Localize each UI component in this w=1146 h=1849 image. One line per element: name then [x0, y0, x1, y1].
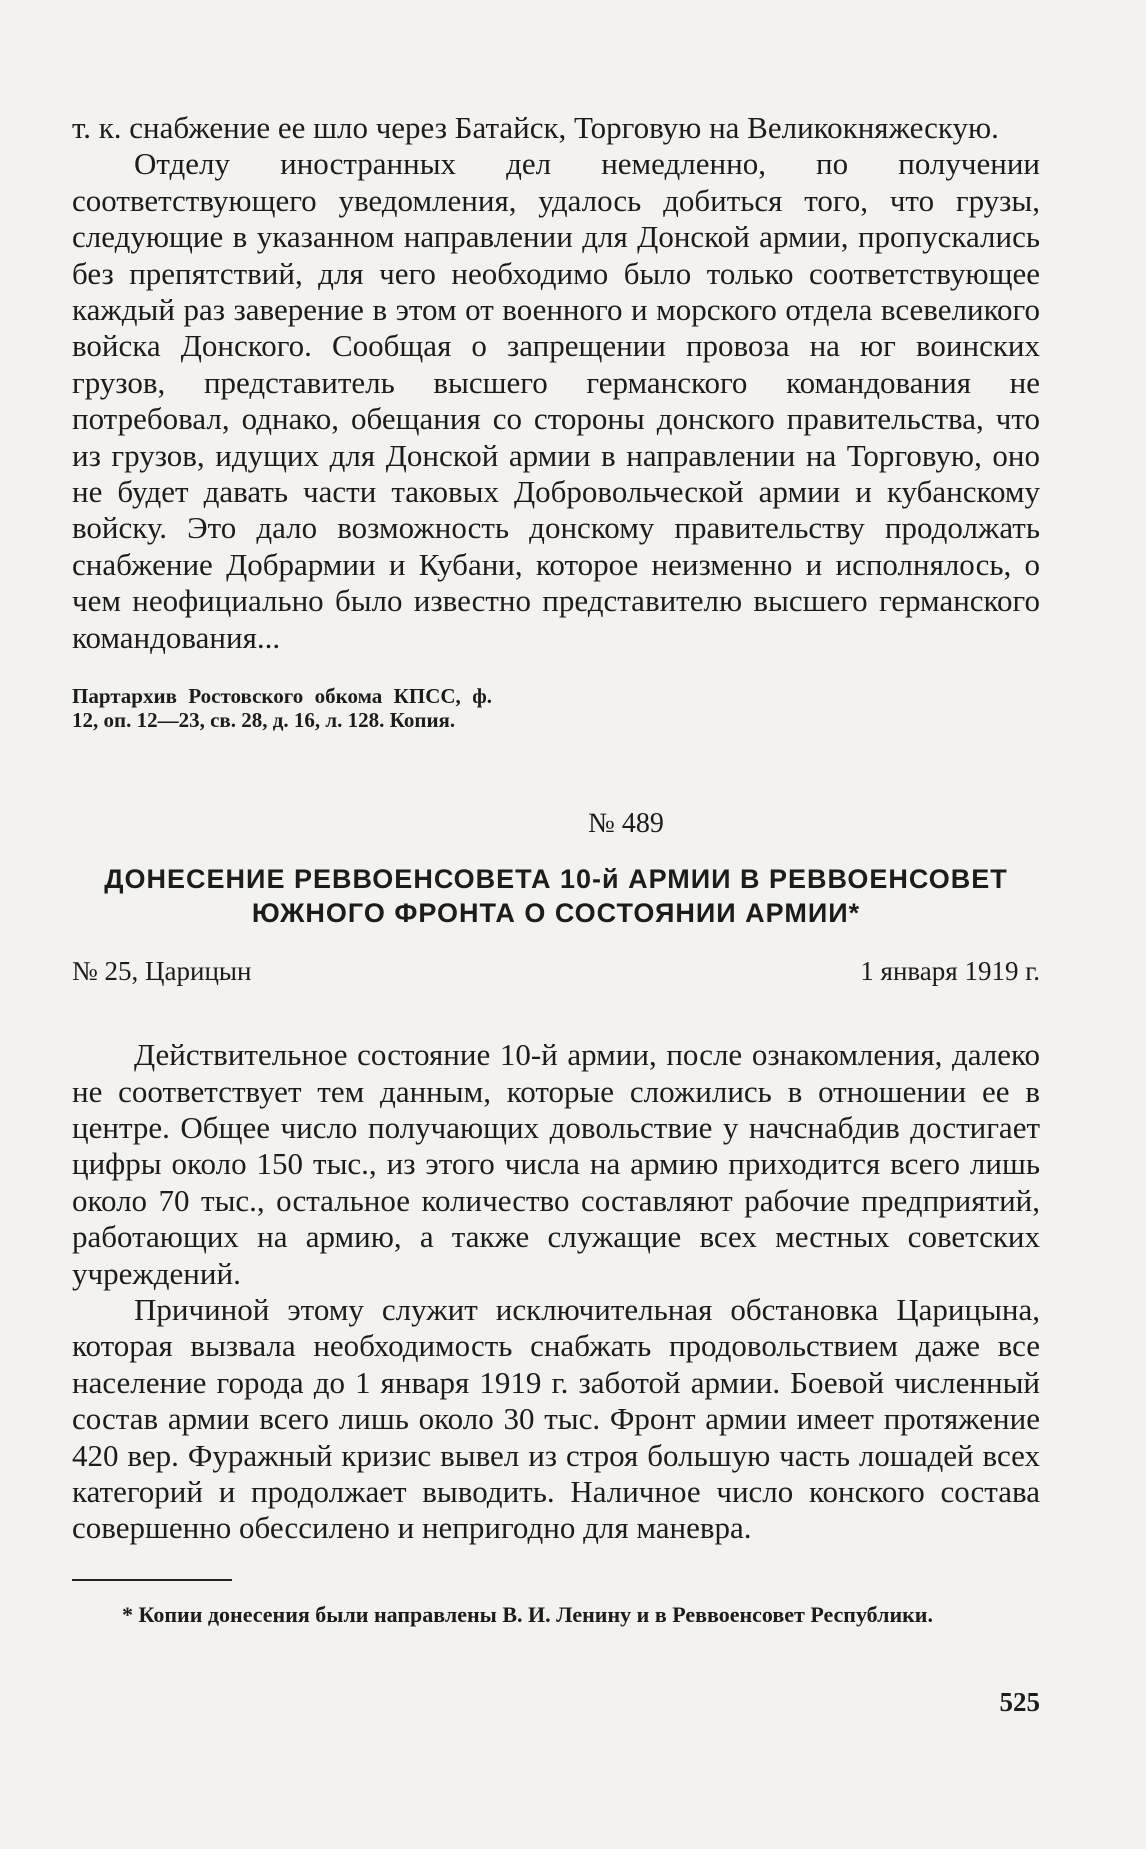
document-meta	[72, 956, 1040, 987]
archive-source-note: Партархив Ростовского обкома КПСС, ф. 12, оп. 12—23, св. 28, д. 16, л. 128. Копия.	[72, 684, 492, 733]
continued-paragraph-1: т. к. снабжение ее шло через Батайск, Торговую на Великокняжескую.	[72, 110, 999, 145]
page-number: 525	[999, 1687, 1040, 1717]
footnote: * Копии донесения были направлены В. И. Ленину и в Реввоенсовет Республики.	[122, 1601, 933, 1627]
continued-paragraph-2: Отделу иностранных дел немедленно, по получении соответствующего уведомления, удалось добиться того, что грузы, следующие в указанном направлении для Донской армии, пропускались без препятствий, для чего необходимо было только соответствующее каждый раз заверение в этом от военного и морского отдела всевеликого войска Донского. Сообщая о запрещении провоза на юг воинских грузов, представитель высшего германского командования не потребовал, однако, обещания со стороны донского правительства, что из грузов, идущих для Донской армии в направлении на Торговую, оно не будет давать части таковых Добровольческой армии и кубанскому войску. Это дало возможность донскому правительству продолжать снабжение Добрармии и Кубани, которое неизменно и исполнялось, о чем неофициально было известно представителю высшего германского командования...	[72, 146, 1040, 655]
footnote-divider	[72, 1579, 232, 1581]
document-ref: № 25, Царицын	[72, 956, 252, 987]
document-paragraph-1: Действительное состояние 10-й армии, после ознакомления, далеко не соответствует тем данным, которые сложились в отношении ее в центре. Общее число получающих довольствие у начснабдив достигает цифры около 150 тыс., из этого числа на армию приходится всего лишь около 70 тыс., остальное количество составляют рабочие предприятий, работающих на армию, а также служащие всех местных советских учреждений.	[72, 1037, 1040, 1291]
document-number: № 489	[588, 808, 664, 840]
document-paragraph-2: Причиной этому служит исключительная обстановка Царицына, которая вызвала необходимость снабжать продовольствием даже все население города до 1 января 1919 г. заботой армии. Боевой численный состав армии всего лишь около 30 тыс. Фронт армии имеет протяжение 420 вер. Фуражный кризис вывел из строя большую часть лошадей всех категорий и продолжает выводить. Наличное число конского состава совершенно обессилено и непригодно для маневра.	[72, 1291, 1040, 1546]
document-date: 1 января 1919 г.	[860, 956, 1040, 987]
page-content	[72, 110, 1040, 1629]
document-title: ДОНЕСЕНИЕ РЕВВОЕНСОВЕТА 10-й АРМИИ В РЕВВОЕНСОВЕТ ЮЖНОГО ФРОНТА О СОСТОЯНИИ АРМИИ*	[104, 864, 1008, 929]
